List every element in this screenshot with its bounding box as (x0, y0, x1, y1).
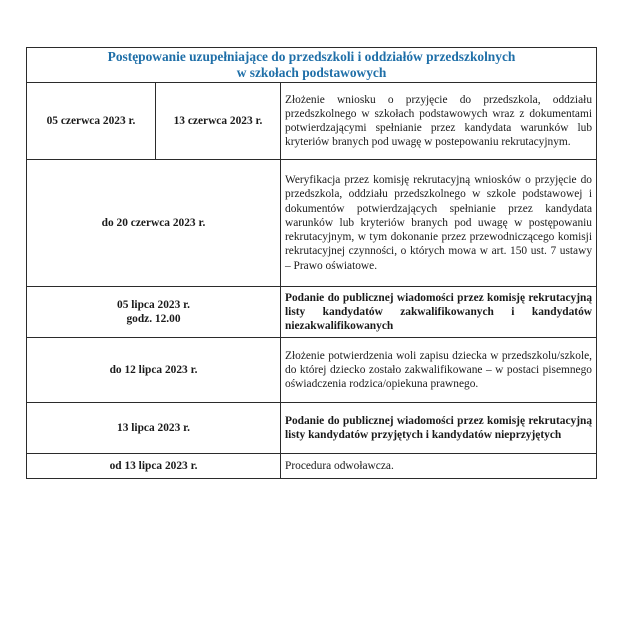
table-title (27, 48, 597, 83)
description-cell: Złożenie wniosku o przyjęcie do przedszkola, oddziału przedszkolnego w szkołach podstawowych wraz z dokumentami potwierdzającymi spełnianie przez kandydata warunków lub kryteriów branych pod uwagę w postepowaniu rekrutacyjnym. (281, 83, 597, 160)
date-cell: do 20 czerwca 2023 r. (27, 160, 281, 287)
table-title-line-2: w szkołach podstawowych (236, 65, 387, 80)
time-line: godz. 12.00 (126, 313, 181, 325)
date-line-1: 05 lipca 2023 r. (117, 298, 190, 311)
table-title-line-1: Postępowanie uzupełniające do przedszkoli i oddziałów przedszkolnych (107, 49, 516, 64)
table-row (27, 338, 597, 403)
table-row (27, 83, 597, 160)
description-cell: Podanie do publicznej wiadomości przez komisję rekrutacyjną listy kandydatów przyjętych i kandydatów nieprzyjętych (281, 403, 597, 454)
date-cell: do 12 lipca 2023 r. (27, 338, 281, 403)
description-cell: Procedura odwoławcza. (281, 454, 597, 479)
description-cell: Weryfikacja przez komisję rekrutacyjną wniosków o przyjęcie do przedszkola, oddziału przedszkolnego w szkole podstawowej i dokumentów potwierdzających spełnianie przez kandydata warunków lub kryteriów branych pod uwagę w postępowaniu rekrutacyjnym, w tym dokonanie przez przewodniczącego komisji rekrutacyjnej czynności, o których mowa w art. 150 ust. 7 ustawy – Prawo oświatowe. (281, 160, 597, 287)
document-page (26, 47, 596, 479)
table-row (27, 160, 597, 287)
table-title-row (27, 48, 597, 83)
date-cell: 13 lipca 2023 r. (27, 403, 281, 454)
recruitment-schedule-table (26, 47, 597, 479)
table-row (27, 403, 597, 454)
description-cell: Podanie do publicznej wiadomości przez komisję rekrutacyjną listy kandydatów zakwalifikowanych i kandydatów niezakwalifikowanych (281, 287, 597, 338)
description-cell: Złożenie potwierdzenia woli zapisu dziecka w przedszkolu/szkole, do której dziecko zostało zakwalifikowane – w postaci pisemnego oświadczenia rodzica/opiekuna prawnego. (281, 338, 597, 403)
date-cell: od 13 lipca 2023 r. (27, 454, 281, 479)
date-from-cell: 05 czerwca 2023 r. (27, 83, 156, 160)
date-cell (27, 287, 281, 338)
table-row (27, 287, 597, 338)
date-to-cell: 13 czerwca 2023 r. (156, 83, 281, 160)
table-row (27, 454, 597, 479)
